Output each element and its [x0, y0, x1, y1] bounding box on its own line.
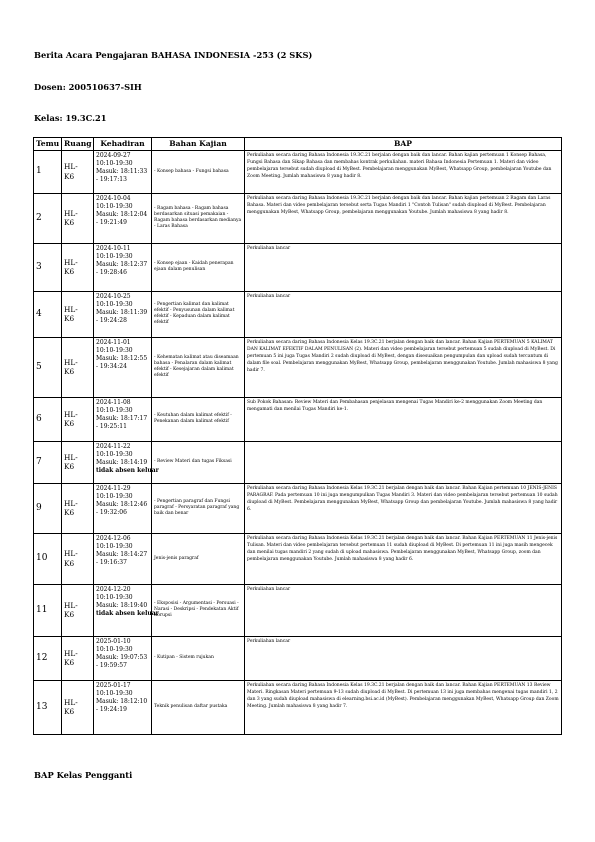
kehadiran-line: 10:10-19:30	[96, 542, 133, 550]
ruang-cell: HL- K6	[62, 584, 94, 636]
kehadiran-cell	[94, 150, 152, 193]
table-row	[34, 243, 562, 291]
bahan-kajian-cell: - Eksposisi - Argumentasi - Persuasi - Narasi - Deskripsi - Pendekatan Aktif Korupsi	[152, 584, 245, 636]
col-header-bap: BAP	[245, 138, 562, 151]
kehadiran-line: Masuk: 19:07:53	[96, 654, 148, 662]
bahan-kajian-cell: - Ragam bahasa - Ragam bahasa berdasarkan situasi pemakaian - Ragam bahasa berdasarkan medianya - Laras Bahasa	[152, 193, 245, 243]
table-row	[34, 193, 562, 243]
kehadiran-cell	[94, 291, 152, 337]
col-header-temu: Temu	[34, 138, 62, 151]
kehadiran-cell	[94, 193, 152, 243]
temu-cell: 9	[34, 483, 62, 533]
ruang-cell: HL- K6	[62, 397, 94, 441]
table-row	[34, 397, 562, 441]
temu-cell: 13	[34, 680, 62, 734]
kehadiran-line: 2024-11-01	[96, 338, 131, 346]
kehadiran-line: 2024-11-29	[96, 484, 131, 492]
temu-cell: 10	[34, 533, 62, 584]
kehadiran-cell	[94, 680, 152, 734]
ruang-cell: HL- K6	[62, 636, 94, 680]
ruang-cell: HL- K6	[62, 483, 94, 533]
bap-cell: Perkuliahan secara daring Bahasa Indonesia Kelas 19.3C.21 berjalan dengan baik dan lancar. Bahan Kajian PERTEMUAN 13 Review Materi. Ringkasan Materi pertemuan 9-13 sudah diupload di MyBest. Di pertemuan 13 ini juga membahas mengenai tugas mandiri 1, 2 dan 3 yang sudah diupload mahasiswa di elearning.bsi.ac.id (MyBest). Pembelajaran menggunakan MyBest, Whatsapp Group dan Zoom Meeting. Jumlah mahasiswa 8 yang hadir 7.	[245, 680, 562, 734]
kehadiran-line: 10:10-19:30	[96, 645, 133, 653]
temu-cell: 5	[34, 337, 62, 397]
kehadiran-line: 10:10-19:30	[96, 492, 133, 500]
kehadiran-line: 10:10-19:30	[96, 202, 133, 210]
kehadiran-cell	[94, 243, 152, 291]
bahan-kajian-cell: - Kutipan - Sistem rujukan	[152, 636, 245, 680]
kehadiran-line: 10:10-19:30	[96, 159, 133, 167]
bap-table	[33, 137, 562, 735]
ruang-cell: HL- K6	[62, 680, 94, 734]
kehadiran-cell	[94, 584, 159, 636]
temu-cell: 1	[34, 150, 62, 193]
kehadiran-line: 2024-10-25	[96, 292, 131, 300]
kehadiran-line: - 19:28:46	[96, 269, 127, 277]
kehadiran-line: - 19:25:11	[96, 423, 127, 431]
table-row	[34, 584, 562, 636]
bap-cell: Perkuliahan secara daring Bahasa Indonesia 19.3C.21 berjalan dengan baik dan lancar. Bahan kajian pertemuan 1 Konsep Bahasa, Fungsi Bahasa dan Sikap Bahasa dan membahas kontrak perkuliahan. materi Bahasa Indonesia Pertemuan 1. Materi dan video pembelajaran tersebut sudah diupload di MyBest. Pembelajaran menggunakan MyBest, Whatsapp Group, pembelajaran Youtube dan Zoom Meeting. Jumlah mahasiswa 8 yang hadir 8.	[245, 150, 562, 193]
kehadiran-line: - 19:21:49	[96, 219, 127, 227]
bahan-kajian-cell: - Pengertian kalimat dan kalimat efektif - Penyusunan dalam kalimat efektif - Kepaduan dalam kalimat efektif	[152, 291, 245, 337]
class-id: Kelas: 19.3C.21	[34, 113, 107, 123]
temu-cell: 6	[34, 397, 62, 441]
temu-cell: 2	[34, 193, 62, 243]
kehadiran-line: 2024-11-08	[96, 398, 131, 406]
bap-cell: Perkuliahan secara daring Bahasa Indonesia 19.3C.21 berjalan dengan baik dan lancar. Bahan kajian pertemuan 2 Ragam dan Laras Bahasa. Materi dan video pembelajaran tersebut serta Tugas Mandiri 1 "Contoh Tulisan" sudah diupload di MyBest. Pembelajaran menggunakan MyBest, Whatsapp Group, pembelajaran menggunakan Youtube. Jumlah mahasiswa 8 yang hadir 8.	[245, 193, 562, 243]
kehadiran-line: Masuk: 18:11:33	[96, 168, 148, 176]
kehadiran-line: 10:10-19:30	[96, 346, 133, 354]
col-header-ruang: Ruang	[62, 138, 94, 151]
temu-cell: 3	[34, 243, 62, 291]
bahan-kajian-cell: - Review Materi dan tugas Fiksasi	[152, 441, 245, 483]
kehadiran-line: 2024-12-06	[96, 534, 131, 542]
bap-cell: Perkuliahan lancar	[245, 291, 562, 337]
bap-cell: Perkuliahan secara daring Bahasa Indonesia Kelas 19.3C.21 berjalan dengan baik dan lancar. Bahan Kajian PERTEMUAN 11 Jenis-jenis Tulisan. Materi dan video pembelajaran tersebut pertemuan 11 sudah diupload di MyBest. Di pertemuan 11 ini juga masih mengecek dan menilai tugas mandiri 2 yang sudah di upload mahasiswa. Pembelajaran menggunakan MyBest, Whatsapp Group, zoom dan pembelajaran menggunakan Youtube. Jumlah mahasiswa 8 yang hadir 6.	[245, 533, 562, 584]
kehadiran-cell	[94, 636, 152, 680]
temu-cell: 11	[34, 584, 62, 636]
kehadiran-line: Masuk: 18:14:19	[96, 459, 148, 467]
temu-cell: 7	[34, 441, 62, 483]
kehadiran-line: - 19:32:06	[96, 509, 127, 517]
ruang-cell: HL- K6	[62, 150, 94, 193]
document-title: Berita Acara Pengajaran BAHASA INDONESIA -253 (2 SKS)	[34, 50, 313, 60]
bap-cell: Perkuliahan secara daring Bahasa Indonesia Kelas 19.3C.21 berjalan dengan baik dan lancar. Bahan Kajian PERTEMUAN 5 KALIMAT DAN KALIMAT EFEKTIF DALAM PENULISAN (2). Materi dan video pembelajaran tersebut pertemuan 5 sudah diupload di MyBest. Di pertemuan 5 ini juga Tugas Mandiri 2 sudah diupload di MyBest, dengan disesuaikan pengumpulan dan upload sudah tercantum di dalam file soal. Pembelajaran menggunakan MyBest, Whatsapp Group, pembelajaran menggunakan Youtube. Jumlah mahasiswa 8 yang hadir 7.	[245, 337, 562, 397]
kehadiran-line: tidak absen keluar	[96, 610, 159, 618]
kehadiran-line: 2024-11-22	[96, 442, 131, 450]
ruang-cell: HL- K6	[62, 337, 94, 397]
table-row	[34, 680, 562, 734]
kehadiran-line: - 19:24:19	[96, 706, 127, 714]
temu-cell: 12	[34, 636, 62, 680]
bahan-kajian-cell: - Kehematan kalimat atau diseamaan bahasa - Penalaran dalam kalimat efektif - Kesejajaran dalam kalimat efektif	[152, 337, 245, 397]
bap-cell: Perkuliahan secara daring Bahasa Indonesia Kelas 19.3C.21 berjalan dengan baik dan lancar. Bahan Kajian pertemuan 10 JENIS-JENIS PARAGRAF. Pada pertemuan 10 ini juga mengumpulkan Tugas Mandiri 3. Materi dan video pembelajaran tersebut pertemuan 10 sudah diupload di MyBest. Pembelajaran menggunakan MyBest, Whatsapp Group dan pembelajaran Youtube. Jumlah mahasiswa 8 yang hadir 6.	[245, 483, 562, 533]
table-row	[34, 636, 562, 680]
table-header-row	[34, 138, 562, 151]
table-body	[34, 150, 562, 734]
kehadiran-line: 2025-01-17	[96, 681, 131, 689]
bahan-kajian-cell: - Keutuhan dalam kalimat efektif - Penekanan dalam kalimat efektif	[152, 397, 245, 441]
kehadiran-line: Masuk: 18:17:17	[96, 415, 148, 423]
kehadiran-line: 10:10-19:30	[96, 252, 133, 260]
temu-cell: 4	[34, 291, 62, 337]
kehadiran-line: Masuk: 18:12:04	[96, 211, 148, 219]
kehadiran-cell	[94, 337, 152, 397]
kehadiran-line: 2024-09-27	[96, 151, 131, 159]
kehadiran-line: 2024-10-11	[96, 244, 131, 252]
ruang-cell: HL- K6	[62, 291, 94, 337]
kehadiran-line: 2025-01-10	[96, 637, 131, 645]
kehadiran-line: Masuk: 18:11:39	[96, 309, 148, 317]
table-row	[34, 483, 562, 533]
bap-cell: Perkuliahan lancar	[245, 243, 562, 291]
kehadiran-cell	[94, 397, 152, 441]
kehadiran-cell	[94, 533, 152, 584]
bahan-kajian-cell: - Pengertian paragraf dan Fungsi paragraf - Persyaratan paragraf yang baik dan benar	[152, 483, 245, 533]
kehadiran-line: Masuk: 18:12:46	[96, 501, 148, 509]
bap-cell	[245, 441, 562, 483]
kehadiran-line: 10:10-19:30	[96, 406, 133, 414]
bap-cell: Perkuliahan lancar	[245, 636, 562, 680]
kehadiran-line: Masuk: 18:19:40	[96, 602, 148, 610]
kehadiran-line: - 19:34:24	[96, 363, 127, 371]
bap-cell: Perkuliahan lancar	[245, 584, 562, 636]
col-header-bahan-kajian: Bahan Kajian	[152, 138, 245, 151]
kehadiran-line: Masuk: 18:12:37	[96, 261, 148, 269]
table-row	[34, 291, 562, 337]
kehadiran-line: 2024-12-20	[96, 585, 131, 593]
ruang-cell: HL- K6	[62, 533, 94, 584]
kehadiran-line: - 19:24:28	[96, 317, 127, 325]
lecturer-id: Dosen: 200510637-SIH	[34, 82, 142, 92]
bap-cell: Sub Pokok Bahasan: Review Materi dan Pembahasan penjelasan mengenai Tugas Mandiri ke-2 menggunakan Zoom Meeting dan mengamati dan menilai Tugas Mandiri ke-1.	[245, 397, 562, 441]
kehadiran-line: Masuk: 18:14:27	[96, 551, 148, 559]
bahan-kajian-cell: Jenis-jenis paragraf	[152, 533, 245, 584]
kehadiran-cell	[94, 483, 152, 533]
ruang-cell: HL- K6	[62, 243, 94, 291]
footer-heading: BAP Kelas Pengganti	[34, 770, 133, 780]
table-row	[34, 533, 562, 584]
kehadiran-line: tidak absen keluar	[96, 467, 159, 475]
kehadiran-line: 2024-10-04	[96, 194, 131, 202]
kehadiran-line: Masuk: 18:12:10	[96, 698, 148, 706]
kehadiran-line: 10:10-19:30	[96, 300, 133, 308]
kehadiran-line: 10:10-19:30	[96, 450, 133, 458]
table-row	[34, 150, 562, 193]
col-header-kehadiran: Kehadiran	[94, 138, 152, 151]
ruang-cell: HL- K6	[62, 441, 94, 483]
bahan-kajian-cell: - Konsep ejaan - Kaidah penerapan ejaan dalam penulisan	[152, 243, 245, 291]
kehadiran-cell	[94, 441, 159, 483]
kehadiran-line: Masuk: 18:12:55	[96, 355, 148, 363]
kehadiran-line: 10:10-19:30	[96, 593, 133, 601]
ruang-cell: HL- K6	[62, 193, 94, 243]
kehadiran-line: - 19:17:13	[96, 176, 127, 184]
table-row	[34, 441, 562, 483]
table-row	[34, 337, 562, 397]
kehadiran-line: - 19:59:57	[96, 662, 127, 670]
bahan-kajian-cell: Teknik penulisan daftar pustaka	[152, 680, 245, 734]
kehadiran-line: 10:10-19:30	[96, 689, 133, 697]
kehadiran-line: - 19:16:37	[96, 559, 127, 567]
bahan-kajian-cell: - Konsep bahasa - Fungsi bahasa	[152, 150, 245, 193]
